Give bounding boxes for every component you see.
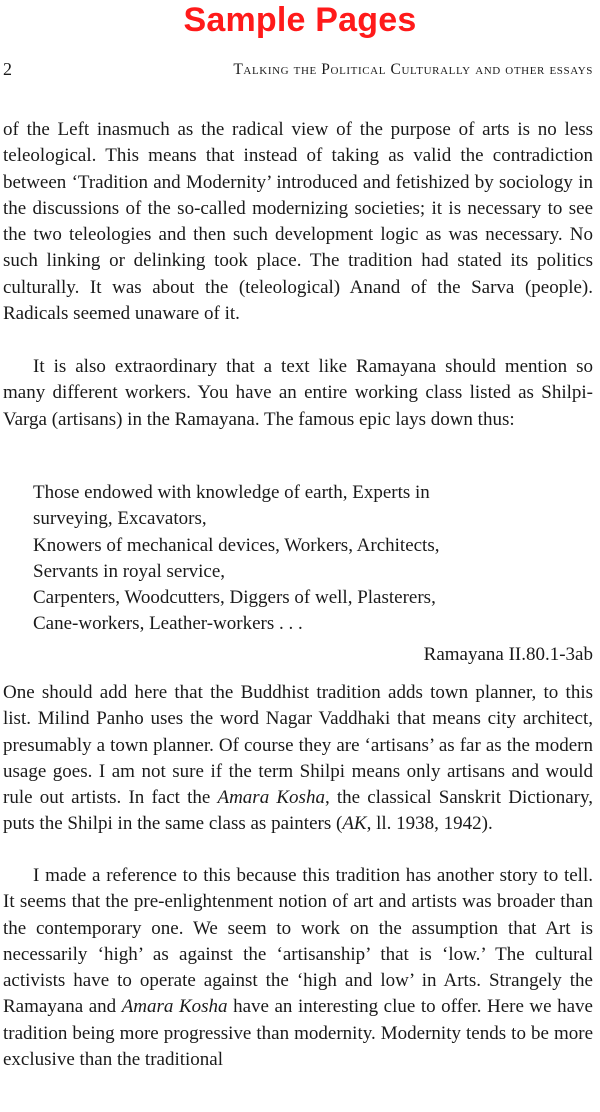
paragraph-3-italic-amara-kosha: Amara Kosha bbox=[217, 787, 325, 809]
paragraph-3-part-2: , the classical Sanskrit Dictionary, puts the Shilpi in the same class as painters ( bbox=[3, 787, 593, 835]
paragraph-2 bbox=[3, 354, 593, 433]
paragraph-4-text bbox=[3, 863, 593, 1073]
paragraph-4-part-2: have an interesting clue to offer. Here we have tradition being more progressive than modernity. Modernity tends to be more exclusive than the traditional bbox=[3, 996, 593, 1071]
paragraph-4-part-1: I made a reference to this because this tradition has another story to tell. It seems that the pre-enlightenment notion of art and artists was broader than the contemporary one. We seem to work on the assumption that Art is necessarily ‘high’ as against the ‘artisanship’ that is ‘low.’ The cultural activists have to operate against the ‘high and low’ in Arts. Strangely the Ramayana and bbox=[3, 865, 593, 1018]
running-head: Talking the Political Culturally and other essays bbox=[233, 61, 593, 78]
paragraph-3-text bbox=[3, 680, 593, 838]
quote-line: surveying, Excavators, bbox=[33, 508, 207, 530]
quote-line: Knowers of mechanical devices, Workers, Architects, bbox=[33, 534, 440, 556]
page-number: 2 bbox=[3, 59, 12, 79]
quote-line: Carpenters, Woodcutters, Diggers of well, Plasterers, bbox=[33, 587, 436, 609]
quote-line: Those endowed with knowledge of earth, Experts in bbox=[33, 482, 430, 503]
paragraph-3 bbox=[3, 680, 593, 838]
page-header bbox=[3, 58, 593, 82]
quote-line: Servants in royal service, bbox=[33, 560, 226, 582]
sample-pages-banner: Sample Pages bbox=[183, 1, 417, 39]
paragraph-3-part-1: One should add here that the Buddhist tradition adds town planner, to this list. Milind Panho uses the word Nagar Vaddhaki that means city architect, presumably a town planner. Of course they are ‘artisans’ as far as the modern usage goes. I am not sure if the term Shilpi means only artisans and would rule out artists. In fact the bbox=[3, 682, 593, 809]
paragraph-3-italic-ak: AK bbox=[342, 813, 367, 835]
paragraph-3-part-3: , ll. 1938, 1942). bbox=[366, 813, 493, 835]
quote-citation: Ramayana II.80.1-3ab bbox=[423, 644, 593, 665]
paragraph-1 bbox=[3, 117, 593, 327]
paragraph-1-text: of the Left inasmuch as the radical view of the purpose of arts is no less teleological. This means that instead of taking as valid the contradiction between ‘Tradition and Modernity’ introduced and fetishized by sociology in the discussions of the so-called modernizing societies; it is necessary to see the two teleologies and then such development logic as was necessary. No such linking or delinking took place. The tradition had stated its politics culturally. It was about the (teleological) Anand of the Sarva (people). Radicals seemed unaware of it. bbox=[3, 119, 593, 325]
quote-line: Cane-workers, Leather-workers . . . bbox=[33, 613, 303, 635]
block-quote bbox=[33, 480, 573, 638]
paragraph-2-text: It is also extraordinary that a text like Ramayana should mention so many different workers. You have an entire working class listed as Shilpi-Varga (artisans) in the Ramayana. The famous epic lays down thus: bbox=[3, 356, 593, 430]
paragraph-4 bbox=[3, 863, 593, 1073]
paragraph-4-italic-amara-kosha: Amara Kosha bbox=[121, 996, 228, 1018]
